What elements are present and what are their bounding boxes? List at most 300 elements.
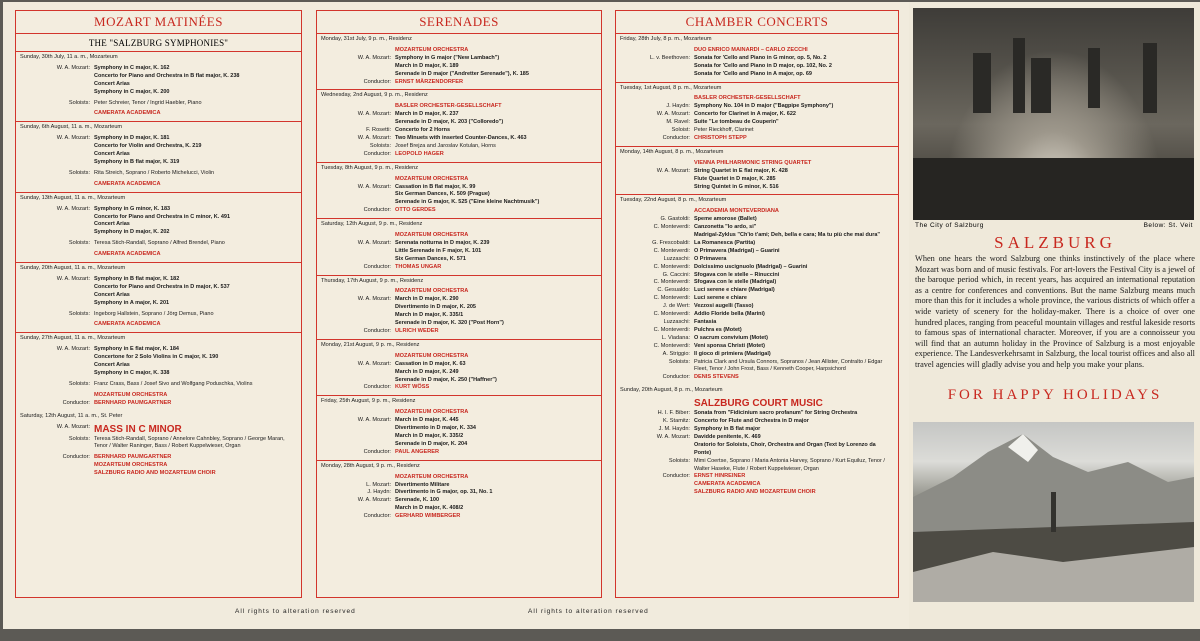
program-row — [321, 127, 597, 135]
program-row — [321, 135, 597, 143]
work-title: Luci serene e chiare (Madrigal) — [694, 287, 775, 294]
concert-event — [16, 122, 301, 192]
program-row — [620, 335, 894, 343]
photo-captions — [915, 222, 1193, 229]
conductor-name: BERNHARD PAUMGARTNER — [94, 454, 172, 461]
work-title: Serenade in D major, K. 203 ("Colloredo") — [395, 119, 504, 126]
works-list — [694, 256, 894, 264]
work-title: Symphony in E flat major, K. 184 — [94, 346, 179, 353]
concert-event — [616, 83, 898, 147]
row-label: W. A. Mozart: — [56, 135, 90, 142]
program-row — [620, 410, 894, 418]
works-list — [694, 295, 894, 303]
work-title: O Primavera (Madrigal) – Guarini — [694, 247, 780, 254]
work-title: Concerto for 2 Horns — [395, 127, 451, 134]
row-label — [20, 110, 94, 118]
chamber-title: CHAMBER CONCERTS — [616, 11, 898, 34]
row-label: W. A. Mozart: — [357, 296, 391, 303]
row-label: W. A. Mozart: — [656, 433, 690, 440]
row-label — [620, 489, 694, 497]
row-label: J. de Wert: — [663, 303, 690, 310]
works-list — [94, 276, 297, 308]
happy-holidays-slogan: FOR HAPPY HOLIDAYS — [947, 387, 1163, 403]
program-row — [20, 135, 297, 167]
row-label: Conductor: — [363, 384, 391, 391]
works-list — [395, 296, 597, 328]
works-list — [694, 264, 894, 272]
work-title: Suite "Le tombeau de Couperin" — [694, 119, 779, 126]
conductor-name: CHRISTOPH STEPP — [694, 134, 747, 141]
event-date: Tuesday, 1st August, 8 p. m., Mozarteum — [620, 84, 722, 91]
row-label: W. A. Mozart: — [357, 360, 391, 367]
row-label — [20, 392, 94, 400]
work-title: March in D major, K. 249 — [395, 368, 459, 375]
works-list — [94, 346, 297, 378]
row-label: H. I. F. Biber: — [657, 410, 690, 417]
conductor — [20, 400, 297, 408]
work-title: Concert Arias — [94, 80, 130, 87]
soloists: Josef Brejza and Jaroslav Kotulan, Horns — [395, 142, 496, 149]
program-row — [20, 436, 297, 452]
brochure-sheet — [3, 2, 1198, 629]
work-title: Madrigal-Zyklus "Ch'io t'ami; Deh, bella e cara; Ma tu più che mai dura" — [694, 232, 881, 239]
work-title: Serenade in G major, K. 525 ("Eine kleine Nachtmusik") — [395, 199, 540, 206]
work-title: Concerto for Violin and Orchestra, K. 219 — [94, 143, 202, 150]
row-label: W. A. Mozart: — [56, 275, 90, 282]
work-title: Symphony in C major, K. 162 — [94, 64, 170, 71]
concert-event — [16, 333, 301, 410]
conductor — [321, 207, 597, 215]
work-title: Little Serenade in F major, K. 101 — [395, 247, 482, 254]
work-title: Symphony in C major, K. 338 — [94, 370, 170, 376]
event-date: Wednesday, 2nd August, 9 p. m., Residenz — [321, 92, 428, 99]
work-title: Sfogava con le stelle (Madrigal) — [694, 279, 777, 286]
program-row — [321, 296, 597, 328]
program-row — [20, 240, 297, 248]
concert-event — [616, 147, 898, 196]
program-row — [620, 303, 894, 311]
row-label — [20, 462, 94, 470]
program-row — [321, 111, 597, 127]
ensemble — [20, 470, 297, 478]
work-title: Canzonetta "Io ardo, si" — [694, 224, 757, 231]
ensemble-name: MOZARTEUM ORCHESTRA — [395, 288, 469, 295]
court-music-event — [616, 385, 898, 500]
work-title: Davidde penitente, K. 469 — [694, 433, 761, 440]
event-date: Monday, 21st August, 9 p. m., Residenz — [321, 341, 420, 348]
works-list — [395, 417, 597, 449]
event-date: Tuesday, 22nd August, 8 p. m., Mozarteum — [620, 197, 727, 204]
program-row — [620, 168, 894, 192]
event-date: Friday, 28th July, 8 p. m., Mozarteum — [620, 36, 712, 42]
conductor — [620, 135, 894, 143]
row-label: W. A. Mozart: — [357, 134, 391, 141]
program-row — [620, 264, 894, 272]
concert-event — [317, 396, 601, 460]
work-title: Fantasia — [694, 319, 717, 325]
work-title: Speme amorose (Ballet) — [694, 216, 757, 223]
row-label: W. A. Mozart: — [656, 167, 690, 174]
program-row — [620, 311, 894, 319]
event-date: Monday, 14th August, 8 p. m., Mozarteum — [620, 148, 724, 155]
row-label: Soloists: — [369, 142, 391, 149]
row-label: Soloists: — [68, 99, 90, 106]
work-title: Symphony No. 104 in D major ("Bagpipe Symphony") — [694, 103, 834, 110]
row-label: W. A. Mozart: — [357, 239, 391, 246]
row-label: Conductor: — [363, 328, 391, 334]
ensemble-name: SALZBURG RADIO AND MOZARTEUM CHOIR — [694, 489, 816, 496]
program-row — [620, 434, 894, 458]
row-label: Conductor: — [363, 448, 391, 455]
work-title: Divertimento in D major, K. 205 — [395, 304, 476, 311]
row-label: C. Monteverdi: — [653, 311, 690, 318]
soloists: Peter Schreier, Tenor / Ingrid Haebler, Piano — [94, 99, 202, 106]
work-title: Divertimento in G major, op. 31, No. 1 — [395, 489, 493, 496]
concert-event — [317, 219, 601, 275]
program-row — [620, 119, 894, 127]
row-label: Conductor: — [363, 150, 391, 157]
program-row — [321, 143, 597, 151]
conductor-name: ERNST MÄRZENDORFER — [395, 78, 464, 85]
work-title: Concerto for Piano and Orchestra in D major, K. 537 — [94, 283, 230, 290]
work-title: Sonata for 'Cello and Piano in D major, op. 102, No. 2 — [694, 62, 832, 69]
row-label: Soloists: — [68, 310, 90, 317]
conductor — [321, 328, 597, 336]
event-date: Saturday, 12th August, 11 a. m., St. Peter — [20, 412, 123, 419]
work-title: Concertone for 2 Solo Violins in C major, K. 190 — [94, 354, 219, 361]
row-label: W. A. Mozart: — [56, 205, 90, 212]
work-title: Il gioco di primiera (Madrigal) — [694, 350, 771, 357]
soloists: Peter Rieckhoff, Clarinet — [694, 127, 754, 134]
program-row — [20, 100, 297, 108]
work-title: Luci serene e chiare — [694, 295, 747, 302]
work-title: Concert Arias — [94, 291, 130, 298]
works-list — [694, 248, 894, 256]
soloists: Mimi Coertse, Soprano / Maria Antonia Harvey, Soprano / Kurt Equiluz, Tenor / Walter Haseke, Flute / Robert Kuppelwieser, Organ — [694, 457, 885, 472]
row-label — [620, 208, 694, 216]
row-label: G. Gastoldi: — [660, 216, 690, 223]
program-row — [20, 424, 297, 436]
ensemble — [620, 95, 894, 103]
ensemble — [321, 103, 597, 111]
works-list — [94, 135, 297, 167]
ensemble — [620, 47, 894, 55]
court-title-row — [620, 398, 894, 410]
serenades-title: SERENADES — [317, 11, 601, 34]
row-label: J. Haydn: — [367, 489, 391, 496]
work-title: Vezzosi augelli (Tasso) — [694, 303, 754, 310]
program-row — [620, 111, 894, 119]
work-title: Oratorio for Soloists, Choir, Orchestra and Organ (Text by Lorenzo da Ponte) — [694, 441, 876, 456]
salzburg-heading: SALZBURG — [994, 233, 1116, 252]
concert-event — [317, 34, 601, 90]
program-row — [321, 497, 597, 513]
works-list — [694, 279, 894, 287]
works-list — [395, 482, 597, 490]
work-title: Symphony in B flat major, K. 319 — [94, 158, 180, 165]
work-title: Symphony in B flat major — [694, 425, 761, 432]
mass-title: MASS IN C MINOR — [94, 423, 182, 435]
row-label: C. Monteverdi: — [653, 224, 690, 231]
soloists: Rita Streich, Soprano / Roberto Michelucci, Violin — [94, 169, 215, 176]
row-label: W. A. Mozart: — [357, 54, 391, 61]
matinees-title: MOZART MATINÉES — [16, 11, 301, 34]
ensemble-name: MOZARTEUM ORCHESTRA — [395, 46, 469, 53]
work-title: March in D major, K. 290 — [395, 296, 459, 303]
matinees-subtitle: THE "SALZBURG SYMPHONIES" — [16, 34, 301, 52]
row-label: W. A. Mozart: — [656, 111, 690, 118]
work-title: March in D major, K. 335/2 — [395, 432, 464, 439]
work-title: Six German Dances, K. 571 — [395, 255, 466, 262]
row-label: G. Frescobaldi: — [652, 239, 690, 246]
work-title: Pulchra es (Motet) — [694, 326, 742, 333]
work-title: Sonata for 'Cello and Piano in A major, op. 69 — [694, 70, 812, 77]
works-list — [694, 343, 894, 351]
program-row — [20, 206, 297, 238]
row-label: C. Monteverdi: — [653, 247, 690, 254]
program-row — [620, 458, 894, 474]
row-label — [321, 353, 395, 361]
program-row — [620, 279, 894, 287]
work-title: Divertimento Militare — [395, 481, 450, 488]
matinees-panel — [15, 10, 302, 598]
row-label: L. Viadana: — [661, 334, 690, 341]
row-label: W. A. Mozart: — [357, 183, 391, 190]
city-of-salzburg-photo — [913, 8, 1194, 220]
conductor — [321, 384, 597, 392]
conductor-name: BERNHARD PAUMGARTNER — [94, 399, 172, 406]
conductor-name: OTTO GERDES — [395, 207, 436, 214]
work-title: Dolcissimo uscignuolo (Madrigal) – Guarini — [694, 263, 808, 270]
row-label: W. A. Mozart: — [56, 64, 90, 71]
work-title: Sonata from "Fidicinium sacro profanum" for String Orchestra — [694, 410, 858, 417]
matinees-events — [16, 52, 301, 411]
row-label: F. Rosetti: — [366, 127, 391, 134]
event-date: Tuesday, 8th August, 9 p. m., Residenz — [321, 164, 419, 171]
row-label: Soloists: — [68, 435, 90, 442]
chamber-panel — [615, 10, 899, 598]
row-label: C. Monteverdi: — [653, 263, 690, 270]
event-date: Sunday, 6th August, 11 a. m., Mozarteum — [20, 124, 123, 131]
row-label: W. A. Mozart: — [357, 417, 391, 424]
works-list — [94, 65, 297, 97]
ensemble-name: CAMERATA ACADEMICA — [94, 110, 161, 117]
row-label — [620, 95, 694, 103]
ensemble — [20, 462, 297, 470]
ensemble — [620, 208, 894, 216]
soloists: Teresa Stich-Randall, Soprano / Alfred Brendel, Piano — [94, 240, 225, 247]
salzburg-panel — [909, 2, 1200, 629]
ensemble-name: MOZARTEUM ORCHESTRA — [94, 391, 168, 398]
program-row — [20, 381, 297, 389]
work-title: Symphony in G major ("New Lambach") — [395, 54, 500, 61]
work-title: Concerto for Piano and Orchestra in B flat major, K. 238 — [94, 72, 240, 79]
program-row — [620, 418, 894, 426]
program-row — [620, 127, 894, 135]
works-list — [694, 119, 894, 127]
row-label: A. Striggio: — [662, 350, 690, 357]
works-list — [395, 497, 597, 513]
row-label: L. v. Beethoven: — [649, 54, 690, 61]
row-label: Conductor: — [363, 207, 391, 214]
row-label: J. Haydn: — [666, 103, 690, 110]
row-label: W. A. Mozart: — [357, 497, 391, 504]
work-title: String Quartet in E flat major, K. 428 — [694, 167, 788, 174]
soloists: Patricia Clark and Ursula Connors, Sopranos / Jean Allister, Contralto / Edgar Fleet, Tenor / John Frost, Bass / Kenneth Cooper, Harpsichord — [694, 358, 883, 373]
row-label — [321, 474, 395, 482]
program-row — [620, 248, 894, 256]
conductor-name: KURT WÖSS — [395, 384, 430, 391]
work-title: Veni sponsa Christi (Motet) — [694, 342, 765, 349]
work-title: Concerto for Clarinet in A major, K. 622 — [694, 111, 796, 118]
row-label — [20, 181, 94, 189]
work-title: Addio Floride bella (Marini) — [694, 311, 765, 318]
works-list — [694, 327, 894, 335]
ensemble-name: CAMERATA ACADEMICA — [94, 251, 161, 258]
ensemble — [20, 251, 297, 259]
conductor — [321, 151, 597, 159]
ensemble — [620, 481, 894, 489]
works-list — [395, 240, 597, 264]
concert-event — [16, 52, 301, 122]
ensemble — [20, 321, 297, 329]
conductor — [620, 374, 894, 382]
works-list — [395, 55, 597, 79]
ensemble-name: BASLER ORCHESTER-GESELLSCHAFT — [694, 95, 801, 102]
program-row — [20, 346, 297, 378]
program-row — [20, 276, 297, 308]
conductor — [321, 264, 597, 272]
row-label — [620, 398, 694, 410]
row-label: W. A. Mozart: — [56, 423, 90, 430]
ensemble — [620, 160, 894, 168]
row-label: Luzzaschi: — [663, 319, 690, 325]
work-title: Sfogava con le stelle – Rinuccini — [694, 271, 780, 278]
work-title: Divertimento in D major, K. 334 — [395, 425, 476, 432]
works-list — [694, 55, 894, 79]
ensemble — [20, 392, 297, 400]
row-label: W. A. Mozart: — [357, 111, 391, 118]
row-label — [620, 481, 694, 489]
row-label — [321, 409, 395, 417]
ensemble — [620, 489, 894, 497]
concert-event — [317, 461, 601, 524]
ensemble — [321, 232, 597, 240]
ensemble-name: MOZARTEUM ORCHESTRA — [94, 462, 168, 469]
event-date: Monday, 28th August, 9 p. m., Residenz — [321, 462, 420, 469]
ensemble-name: MOZARTEUM ORCHESTRA — [395, 352, 469, 359]
row-label: Conductor: — [62, 454, 90, 461]
ensemble — [321, 409, 597, 417]
work-title: Concerto for Piano and Orchestra in C minor, K. 491 — [94, 213, 231, 220]
program-row — [321, 482, 597, 490]
program-row — [321, 361, 597, 385]
soloists: Franz Crass, Bass / Josef Sivo and Wolfgang Poduschka, Violins — [94, 380, 253, 387]
event-date: Sunday, 20th August, 8 p. m., Mozarteum — [620, 387, 723, 394]
works-list — [694, 272, 894, 280]
conductor-name: THOMAS UNGAR — [395, 263, 442, 270]
row-label: Conductor: — [662, 473, 690, 480]
row-label — [20, 251, 94, 259]
work-title: Symphony in C major, K. 200 — [94, 88, 170, 95]
ensemble-name: MOZARTEUM ORCHESTRA — [395, 409, 469, 416]
ensemble-name: CAMERATA ACADEMICA — [94, 321, 161, 328]
row-label — [321, 232, 395, 240]
ensemble-name: VIENNA PHILHARMONIC STRING QUARTET — [694, 159, 812, 166]
ensemble-name: DUO ENRICO MAINARDI – CARLO ZECCHI — [694, 46, 808, 53]
event-date: Sunday, 20th August, 11 a. m., Mozarteum — [20, 265, 126, 272]
program-row — [20, 170, 297, 178]
row-label — [321, 103, 395, 111]
event-date: Sunday, 30th July, 11 a. m., Mozarteum — [20, 54, 118, 60]
event-date: Thursday, 17th August, 9 p. m., Residenz — [321, 277, 424, 284]
work-title: Concerto for Flute and Orchestra in D major — [694, 418, 809, 425]
concert-event — [16, 263, 301, 333]
ensemble-name: ACCADEMIA MONTEVERDIANA — [694, 208, 779, 215]
conductor — [321, 513, 597, 521]
work-title: Six German Dances, K. 509 (Prague) — [395, 191, 490, 198]
works-list — [395, 127, 597, 135]
row-label: G. Caccini: — [662, 271, 690, 278]
works-list — [395, 361, 597, 385]
program-row — [620, 351, 894, 359]
program-row — [620, 343, 894, 351]
program-row — [321, 417, 597, 449]
chamber-events — [616, 34, 898, 385]
event-date: Friday, 25th August, 9 p. m., Residenz — [321, 398, 416, 405]
row-label: M. Ravel: — [666, 119, 690, 126]
concert-event — [616, 34, 898, 83]
works-list — [694, 319, 894, 327]
work-title: Symphony in A major, K. 201 — [94, 299, 170, 306]
soloists: Ingeborg Hallstein, Soprano / Jörg Demus, Piano — [94, 310, 214, 317]
row-label: Soloists: — [68, 240, 90, 247]
work-title: Serenade in D major ("Andretter Serenade"), K. 185 — [395, 70, 529, 77]
work-title: Cassation in D major, K. 63 — [395, 360, 466, 367]
conductor-name: ULRICH WEDER — [395, 328, 439, 334]
concert-event — [317, 90, 601, 162]
ensemble-name: CAMERATA ACADEMICA — [694, 481, 761, 488]
ensemble — [321, 353, 597, 361]
works-list — [694, 410, 894, 418]
st-veit-photo — [913, 422, 1194, 602]
mass-event — [16, 411, 301, 481]
row-label: Soloists: — [668, 358, 690, 365]
works-list — [694, 103, 894, 111]
row-label — [321, 176, 395, 184]
ensemble-name: BASLER ORCHESTER-GESELLSCHAFT — [395, 103, 502, 110]
conductor-name: LEOPOLD HAGER — [395, 150, 444, 157]
works-list — [694, 240, 894, 248]
work-title: O sacrum convivium (Motet) — [694, 334, 768, 341]
row-label: L. Mozart: — [366, 481, 391, 488]
work-title: String Quintet in G minor, K. 516 — [694, 183, 779, 190]
row-label — [321, 47, 395, 55]
program-row — [620, 287, 894, 295]
work-title: Serenade in D major, K. 320 ("Post Horn") — [395, 320, 504, 327]
works-list — [395, 489, 597, 497]
work-title: Symphony in B flat major, K. 182 — [94, 275, 180, 282]
conductor-name: GERHARD WIMBERGER — [395, 513, 461, 520]
program-row — [620, 295, 894, 303]
program-row — [20, 65, 297, 97]
event-date: Sunday, 13th August, 11 a. m., Mozarteum — [20, 194, 126, 201]
works-list — [694, 216, 894, 224]
conductor-name: PAUL ANGERER — [395, 448, 440, 455]
work-title: Serenade in D major, K. 204 — [395, 440, 468, 447]
work-title: O Primavera — [694, 255, 727, 262]
works-list — [395, 135, 597, 143]
